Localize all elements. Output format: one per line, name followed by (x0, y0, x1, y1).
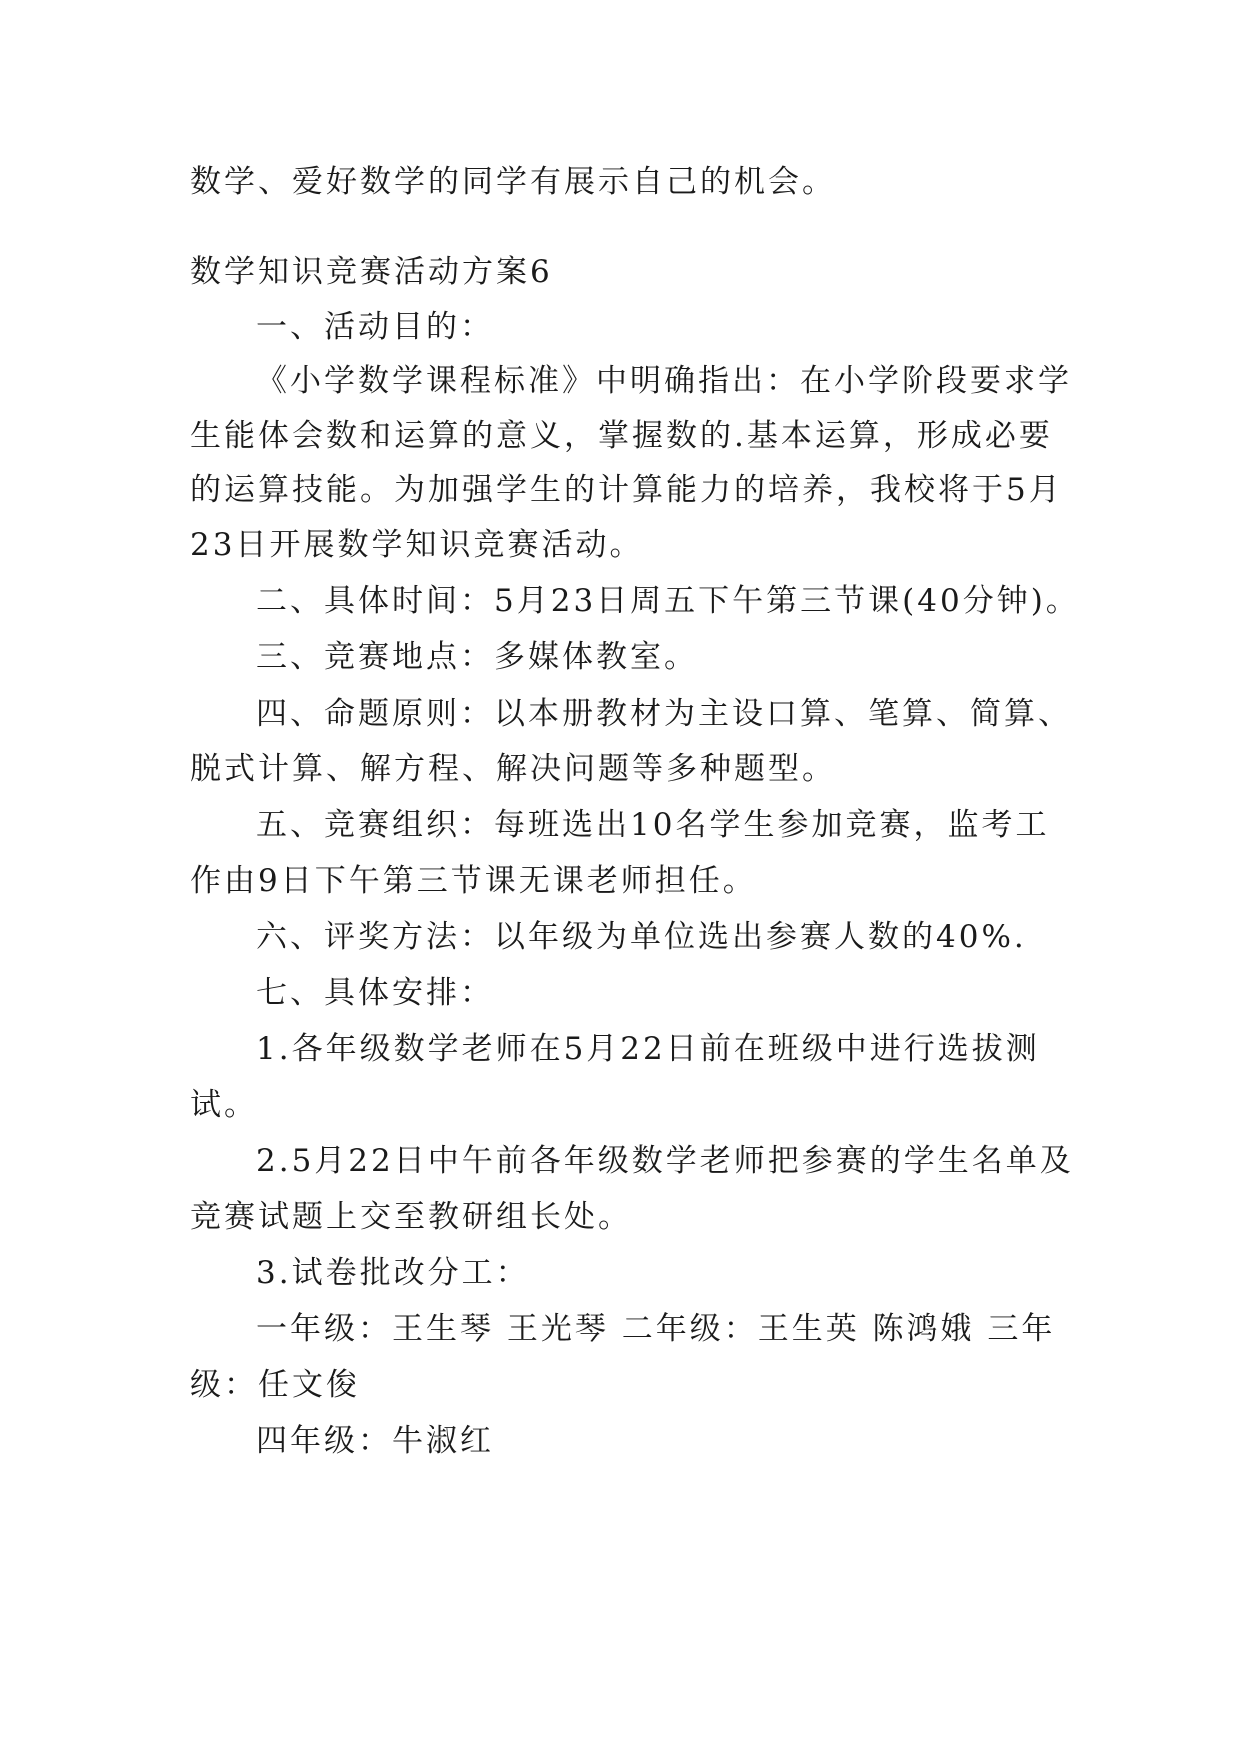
paragraph-line: 23日开展数学知识竞赛活动。 (190, 527, 644, 563)
paragraph-line: 竞赛试题上交至教研组长处。 (190, 1199, 632, 1235)
paragraph-line: 四、命题原则：以本册教材为主设口算、笔算、简算、 (256, 696, 1072, 732)
paragraph-line: 五、竞赛组织：每班选出10名学生参加竞赛，监考工 (256, 807, 1050, 843)
paragraph-line: 生能体会数和运算的意义，掌握数的.基本运算，形成必要 (190, 418, 1053, 454)
paragraph-line: 七、具体安排： (256, 975, 494, 1011)
paragraph-line: 一年级：王生琴 王光琴 二年级：王生英 陈鸿娥 三年 (256, 1311, 1056, 1347)
paragraph-line: 数学、爱好数学的同学有展示自己的机会。 (190, 164, 836, 200)
paragraph-line: 级：任文俊 (190, 1367, 360, 1403)
paragraph-line: 脱式计算、解方程、解决问题等多种题型。 (190, 751, 836, 787)
paragraph-line: 一、活动目的： (256, 309, 494, 345)
paragraph-line: 1.各年级数学老师在5月22日前在班级中进行选拔测 (256, 1031, 1040, 1067)
paragraph-line: 3.试卷批改分工： (256, 1255, 530, 1291)
paragraph-line: 的运算技能。为加强学生的计算能力的培养，我校将于5月 (190, 472, 1063, 508)
paragraph-line: 试。 (190, 1087, 258, 1123)
paragraph-line: 《小学数学课程标准》中明确指出：在小学阶段要求学 (256, 363, 1072, 399)
paragraph-line: 二、具体时间：5月23日周五下午第三节课(40分钟)。 (256, 583, 1080, 619)
paragraph-line: 四年级：牛淑红 (256, 1423, 494, 1459)
section-title: 数学知识竞赛活动方案6 (190, 254, 553, 290)
paragraph-line: 2.5月22日中午前各年级数学老师把参赛的学生名单及 (256, 1143, 1074, 1179)
paragraph-line: 六、评奖方法：以年级为单位选出参赛人数的40%. (256, 919, 1027, 955)
paragraph-line: 三、竞赛地点：多媒体教室。 (256, 639, 698, 675)
paragraph-line: 作由9日下午第三节课无课老师担任。 (190, 863, 757, 899)
